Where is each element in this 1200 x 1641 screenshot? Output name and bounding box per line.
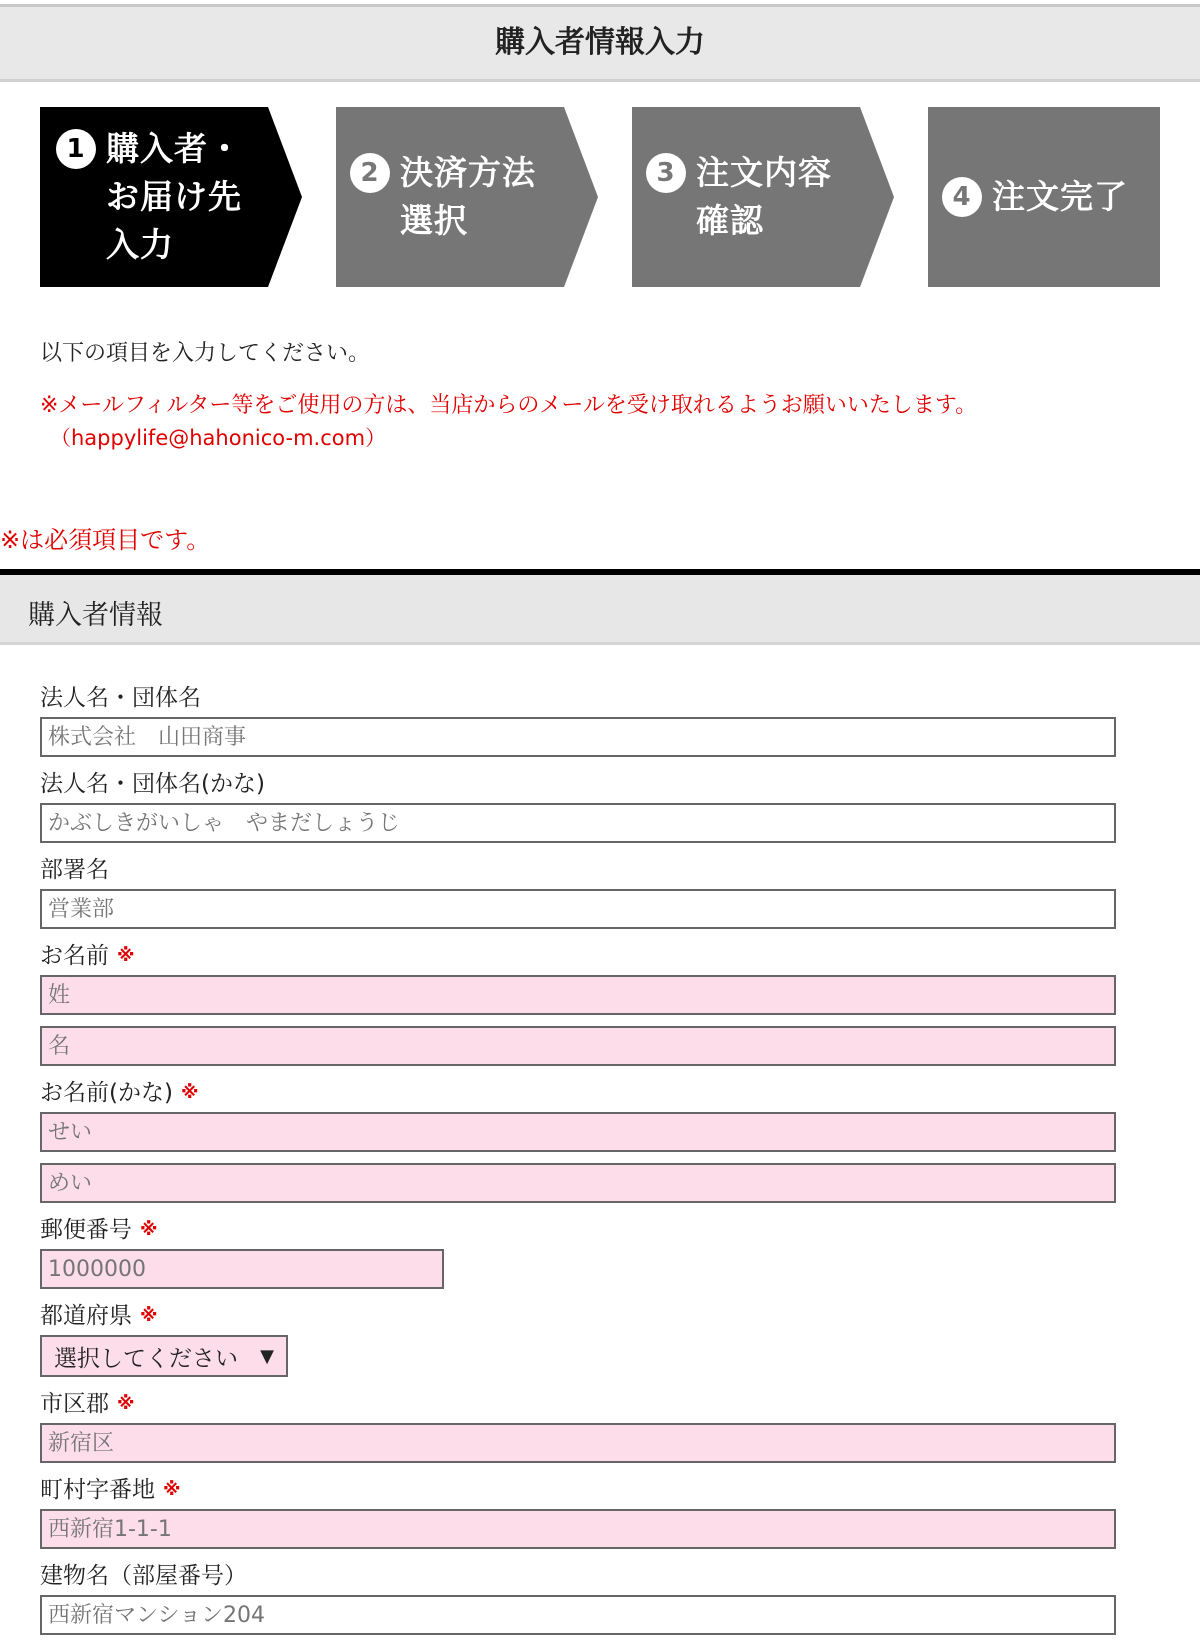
step-3-label-line1: 注文内容 — [696, 153, 832, 192]
step-1-buyer-info — [40, 107, 302, 287]
prefecture-selected: 選択してください — [54, 1345, 238, 1372]
required-mark: ※ — [163, 1479, 181, 1500]
building-label: 建物名（部屋番号） — [40, 1563, 247, 1589]
step-1-label-line2: お届け先 — [106, 177, 242, 216]
step-2-label-line1: 決済方法 — [400, 153, 536, 192]
step-1-label-line3: 入力 — [106, 225, 174, 264]
notice-text: ※メールフィルター等をご使用の方は、当店からのメールを受け取れるようお願いいたします。 — [40, 393, 978, 418]
step-4-complete — [928, 107, 1160, 287]
city-label: 市区郡 ※ — [40, 1388, 1116, 1420]
required-mark: ※ — [117, 945, 135, 966]
chevron-down-icon: ▼ — [260, 1345, 274, 1367]
last-name-kana-input[interactable] — [40, 1112, 1116, 1152]
required-note: ※は必須項目です。 — [0, 526, 211, 554]
progress-steps — [0, 107, 1200, 287]
required-mark: ※ — [140, 1219, 158, 1240]
step-1-number: 1 — [56, 129, 96, 169]
company-input[interactable] — [40, 717, 1116, 757]
city-input[interactable] — [40, 1423, 1116, 1463]
first-name-input[interactable] — [40, 1026, 1116, 1066]
step-3-number: 3 — [646, 153, 686, 193]
prefecture-select[interactable] — [40, 1335, 288, 1377]
postal-label: 郵便番号 ※ — [40, 1214, 1116, 1246]
required-mark: ※ — [140, 1305, 158, 1326]
postal-code-input[interactable] — [40, 1249, 444, 1289]
intro-text: 以下の項目を入力してください。 — [40, 341, 371, 366]
building-input[interactable] — [40, 1595, 1116, 1635]
department-label: 部署名 — [40, 857, 109, 883]
notice-email: （happylife@hahonico-m.com） — [50, 426, 387, 450]
step-1-label-line1: 購入者・ — [106, 129, 242, 168]
company-kana-input[interactable] — [40, 803, 1116, 843]
department-input[interactable] — [40, 889, 1116, 929]
step-3-confirm — [632, 107, 894, 287]
step-2-number: 2 — [350, 153, 390, 193]
address-input[interactable] — [40, 1509, 1116, 1549]
name-kana-label: お名前(かな) ※ — [40, 1077, 1116, 1109]
first-name-kana-input[interactable] — [40, 1163, 1116, 1203]
last-name-input[interactable] — [40, 975, 1116, 1015]
buyer-form — [40, 682, 1116, 1635]
step-4-label-line1: 注文完了 — [992, 177, 1128, 216]
company-label: 法人名・団体名 — [40, 685, 201, 711]
step-3-label-line2: 確認 — [696, 201, 764, 240]
mail-filter-notice — [40, 390, 977, 454]
step-2-label-line2: 選択 — [400, 201, 468, 240]
required-mark: ※ — [117, 1393, 135, 1414]
prefecture-label: 都道府県 ※ — [40, 1300, 1116, 1332]
step-2-payment — [336, 107, 598, 287]
required-mark: ※ — [180, 1082, 199, 1103]
step-4-number: 4 — [942, 177, 982, 217]
company-kana-label: 法人名・団体名(かな) — [40, 771, 265, 797]
page-header — [0, 4, 1200, 82]
section-title: 購入者情報 — [28, 600, 163, 631]
page-title: 購入者情報入力 — [495, 25, 705, 60]
name-label: お名前 ※ — [40, 940, 1116, 972]
address-label: 町村字番地 ※ — [40, 1474, 1116, 1506]
section-header — [0, 569, 1200, 645]
